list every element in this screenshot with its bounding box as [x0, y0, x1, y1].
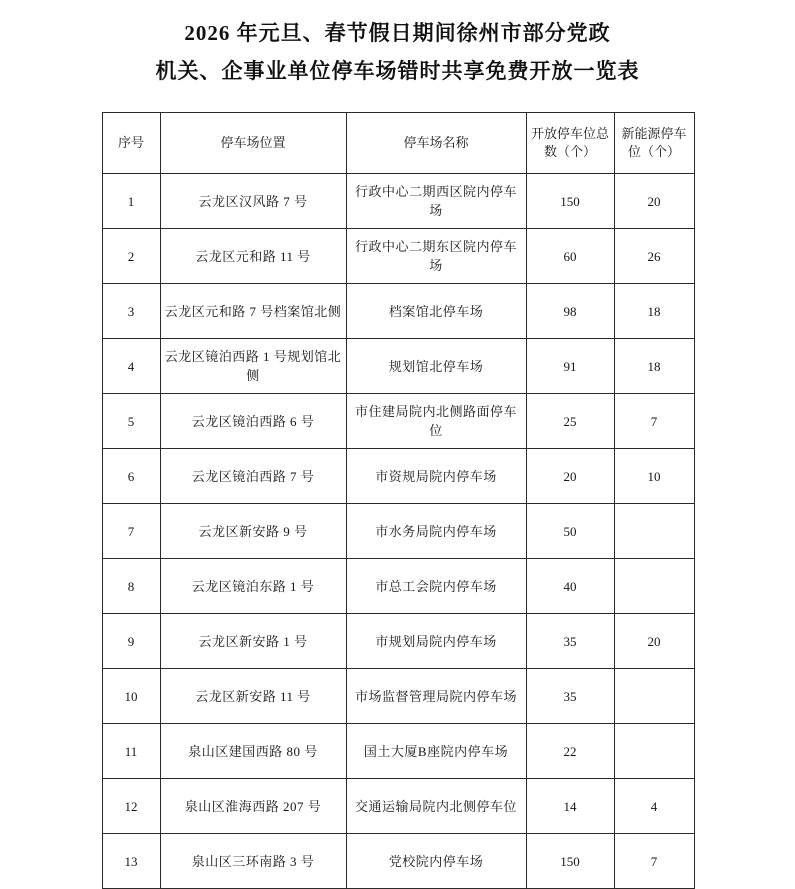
- column-header-name: 停车场名称: [346, 113, 526, 174]
- cell-total: 60: [526, 229, 614, 284]
- cell-total: 25: [526, 394, 614, 449]
- cell-index: 2: [102, 229, 160, 284]
- cell-location: 泉山区建国西路 80 号: [160, 724, 346, 779]
- cell-new-energy: 4: [614, 779, 694, 834]
- column-header-index: 序号: [102, 113, 160, 174]
- cell-new-energy: 7: [614, 394, 694, 449]
- cell-location: 云龙区新安路 9 号: [160, 504, 346, 559]
- cell-location: 云龙区汉风路 7 号: [160, 174, 346, 229]
- cell-location: 云龙区镜泊西路 1 号规划馆北侧: [160, 339, 346, 394]
- column-header-location: 停车场位置: [160, 113, 346, 174]
- table-row: [102, 724, 694, 779]
- parking-table: [102, 112, 695, 889]
- cell-new-energy: 18: [614, 284, 694, 339]
- cell-new-energy: [614, 669, 694, 724]
- cell-location: 云龙区元和路 7 号档案馆北侧: [160, 284, 346, 339]
- cell-name: 党校院内停车场: [346, 834, 526, 889]
- cell-name: 国土大厦B座院内停车场: [346, 724, 526, 779]
- cell-total: 20: [526, 449, 614, 504]
- table-header: [102, 113, 694, 174]
- cell-name: 规划馆北停车场: [346, 339, 526, 394]
- cell-new-energy: 20: [614, 614, 694, 669]
- cell-location: 云龙区新安路 11 号: [160, 669, 346, 724]
- cell-name: 市规划局院内停车场: [346, 614, 526, 669]
- table-row: [102, 394, 694, 449]
- table-row: [102, 669, 694, 724]
- table-row: [102, 614, 694, 669]
- table-row: [102, 779, 694, 834]
- cell-index: 8: [102, 559, 160, 614]
- cell-location: 云龙区镜泊西路 6 号: [160, 394, 346, 449]
- table-row: [102, 174, 694, 229]
- table-row: [102, 449, 694, 504]
- cell-index: 13: [102, 834, 160, 889]
- cell-index: 3: [102, 284, 160, 339]
- cell-total: 35: [526, 614, 614, 669]
- cell-new-energy: 18: [614, 339, 694, 394]
- cell-name: 档案馆北停车场: [346, 284, 526, 339]
- cell-new-energy: [614, 724, 694, 779]
- cell-index: 11: [102, 724, 160, 779]
- cell-name: 行政中心二期西区院内停车场: [346, 174, 526, 229]
- cell-new-energy: 10: [614, 449, 694, 504]
- cell-total: 35: [526, 669, 614, 724]
- cell-name: 市总工会院内停车场: [346, 559, 526, 614]
- cell-total: 98: [526, 284, 614, 339]
- parking-table-container: [102, 112, 694, 889]
- cell-index: 6: [102, 449, 160, 504]
- cell-total: 150: [526, 834, 614, 889]
- table-row: [102, 559, 694, 614]
- column-header-total: 开放停车位总数（个）: [526, 113, 614, 174]
- page-title-line-1: 2026 年元旦、春节假日期间徐州市部分党政: [184, 21, 611, 45]
- table-body: [102, 174, 694, 889]
- cell-total: 40: [526, 559, 614, 614]
- cell-location: 云龙区镜泊东路 1 号: [160, 559, 346, 614]
- cell-name: 市水务局院内停车场: [346, 504, 526, 559]
- table-row: [102, 229, 694, 284]
- table-row: [102, 834, 694, 889]
- cell-new-energy: 20: [614, 174, 694, 229]
- cell-index: 10: [102, 669, 160, 724]
- cell-new-energy: [614, 559, 694, 614]
- cell-index: 4: [102, 339, 160, 394]
- cell-location: 云龙区新安路 1 号: [160, 614, 346, 669]
- cell-index: 5: [102, 394, 160, 449]
- cell-index: 7: [102, 504, 160, 559]
- cell-total: 50: [526, 504, 614, 559]
- table-header-row: [102, 113, 694, 174]
- cell-new-energy: 7: [614, 834, 694, 889]
- cell-location: 泉山区淮海西路 207 号: [160, 779, 346, 834]
- cell-location: 泉山区三环南路 3 号: [160, 834, 346, 889]
- cell-index: 9: [102, 614, 160, 669]
- cell-total: 22: [526, 724, 614, 779]
- cell-total: 91: [526, 339, 614, 394]
- cell-name: 市资规局院内停车场: [346, 449, 526, 504]
- table-row: [102, 504, 694, 559]
- cell-new-energy: [614, 504, 694, 559]
- cell-name: 市场监督管理局院内停车场: [346, 669, 526, 724]
- cell-name: 交通运输局院内北侧停车位: [346, 779, 526, 834]
- table-row: [102, 339, 694, 394]
- cell-index: 1: [102, 174, 160, 229]
- cell-name: 行政中心二期东区院内停车场: [346, 229, 526, 284]
- cell-name: 市住建局院内北侧路面停车位: [346, 394, 526, 449]
- cell-total: 150: [526, 174, 614, 229]
- page-title: [48, 14, 748, 90]
- cell-new-energy: 26: [614, 229, 694, 284]
- table-row: [102, 284, 694, 339]
- cell-location: 云龙区镜泊西路 7 号: [160, 449, 346, 504]
- cell-location: 云龙区元和路 11 号: [160, 229, 346, 284]
- cell-index: 12: [102, 779, 160, 834]
- column-header-new-energy: 新能源停车位（个）: [614, 113, 694, 174]
- cell-total: 14: [526, 779, 614, 834]
- page-title-line-2: 机关、企事业单位停车场错时共享免费开放一览表: [155, 59, 640, 83]
